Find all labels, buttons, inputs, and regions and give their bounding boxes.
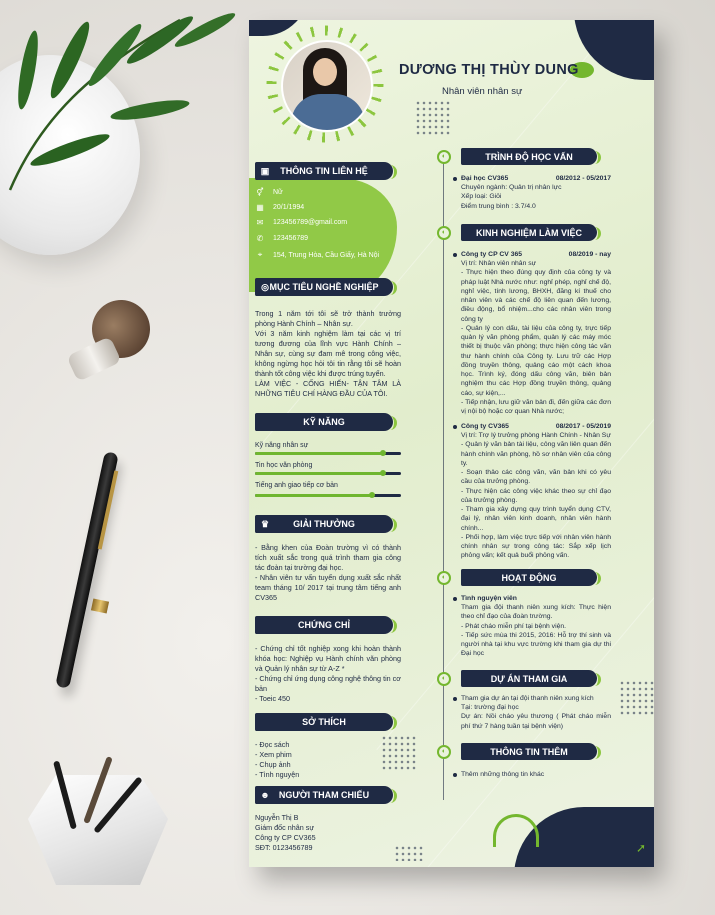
job-company: Công ty CV365	[461, 423, 509, 430]
skill-knob	[380, 470, 386, 476]
education-line: Chuyên ngành: Quản trị nhân lực	[461, 184, 562, 192]
location-icon: ⌖	[257, 250, 263, 259]
dot-pattern	[619, 680, 654, 716]
reference-line: Giám đốc nhân sự	[255, 822, 315, 832]
hobby-line: - Chụp ảnh	[255, 759, 291, 769]
experience-job-2	[461, 422, 611, 561]
awards-header	[255, 515, 393, 533]
stamp-neck	[66, 336, 121, 382]
info-gender	[255, 188, 283, 197]
hobbies-text	[255, 740, 401, 780]
certificates-text	[255, 644, 401, 704]
project-line: Tại: trường đại học	[461, 704, 519, 712]
skills-header	[255, 413, 393, 431]
projects-block	[461, 694, 611, 731]
hobbies-title: SỞ THÍCH	[302, 717, 346, 727]
education-school: Đại học CV365	[461, 175, 509, 182]
job-position: Vị trí: Trợ lý trưởng phòng Hành Chính - Nhân Sự	[461, 432, 611, 440]
objective-title: MỤC TIÊU NGHỀ NGHIỆP	[269, 282, 379, 292]
education-title: TRÌNH ĐỘ HỌC VẤN	[485, 151, 573, 162]
candidate-role: Nhân viên nhân sự	[442, 86, 523, 97]
profile-photo	[281, 40, 373, 132]
reference-line: Công ty CP CV365	[255, 832, 316, 842]
job-period: 08/2019 - nay	[568, 251, 611, 258]
job-line: - Tham gia xây dựng quy trình tuyển dụng CTV, đại lý, nhân viên kinh doanh, nhân viên hành chính...	[461, 506, 611, 532]
skill-label: Kỹ năng nhân sự	[255, 442, 309, 449]
more-header	[461, 743, 597, 760]
job-line: - Quản lý con dấu, tài liệu của công ty, trực tiếp quản lý văn phòng phẩm, quản lý các máy móc thiết bị thuộc văn phòng; thực hiện công tác văn thư hành chính của Công ty. Lưu trữ các Hợp đồng truyền thông, quảng cáo một cách khoa học. Trình ký, đóng dấu công văn, biên bản nghiệm thu các Hợp đồng truyền thông, quảng cáo, sự kiện,...	[461, 324, 611, 397]
timeline-bullet	[453, 773, 457, 777]
timeline-line	[443, 160, 444, 800]
person-icon: ☻	[260, 790, 270, 800]
experience-job-1	[461, 250, 611, 416]
hobby-line: - Đọc sách	[255, 740, 290, 749]
plant-leaves	[0, 0, 250, 200]
activities-header	[461, 569, 597, 586]
objective-line: Với 3 năm kinh nghiệm làm tại các vị trí tương đương của lĩnh vực Hành Chính – Nhân sự, cùng sự đam mê trong công việc, không ngừng học hỏi tôi tin rằng tôi sẽ hoàn thành tốt công việc khi được trúng tuyển.	[255, 328, 401, 378]
gender-icon: ⚥	[256, 188, 264, 197]
objective-text	[255, 309, 401, 398]
education-marker-icon: ◐	[437, 150, 451, 164]
contact-card-icon: ▣	[260, 166, 270, 176]
objective-header	[255, 278, 393, 296]
timeline-bullet	[453, 253, 457, 257]
projects-header	[461, 670, 597, 687]
activity-line: Tham gia đội thanh niên xung kích: Thực hiện theo chỉ đạo của đoàn trường.	[461, 604, 611, 621]
email-icon: ✉	[256, 218, 264, 227]
hobbies-header	[255, 713, 393, 731]
info-email	[255, 218, 347, 227]
awards-title: GIẢI THƯỞNG	[293, 519, 355, 529]
activity-org: Tình nguyện viên	[461, 595, 517, 602]
more-block	[461, 770, 611, 779]
activity-line: - Tiếp sức mùa thi 2015, 2016: Hỗ trợ thí sinh và người nhà tại khu vực trường khi tham gia dự thi Đại học	[461, 631, 611, 658]
hobby-line: - Tình nguyện	[255, 769, 300, 779]
certificate-line: - Toeic 450	[255, 693, 291, 703]
project-line: Dự án: Nồi cháo yêu thương ( Phát cháo miễn phí thứ 7 hàng tuần tại bệnh viện)	[461, 713, 611, 730]
job-period: 08/2017 - 05/2019	[555, 423, 611, 430]
pen-band	[91, 598, 109, 613]
more-line: Thêm những thông tin khác	[461, 771, 545, 778]
certificate-line: - Chứng chỉ ứng dụng công nghệ thông tin cơ bản	[255, 673, 401, 693]
experience-header	[461, 224, 597, 241]
projects-marker-icon: ◐	[437, 672, 451, 686]
contact-title: THÔNG TIN LIÊN HỆ	[280, 166, 368, 176]
timeline-bullet	[453, 597, 457, 601]
objective-line: LÀM VIỆC - CỐNG HIẾN- TẬN TÂM LÀ NHỮNG TIÊU CHÍ HÀNG ĐẦU CỦA TÔI.	[255, 378, 401, 398]
experience-marker-icon: ◐	[437, 226, 451, 240]
objective-line: Trong 1 năm tới tôi sẽ trở thành trưởng phòng Hành Chính – Nhân sự.	[255, 309, 401, 328]
reference-title: NGƯỜI THAM CHIẾU	[278, 790, 370, 800]
cv-document	[249, 20, 654, 867]
education-header	[461, 148, 597, 165]
job-position: Vị trí: Nhân viên nhân sự	[461, 260, 537, 268]
education-line: Điểm trung bình : 3.7/4.0	[461, 202, 536, 210]
timeline-bullet	[453, 697, 457, 701]
skill-fill	[255, 472, 383, 475]
contact-header	[255, 162, 393, 180]
job-line: - Tiếp nhận, lưu giữ văn bản đi, đến giữa các đơn vị nội bộ hoặc cơ quan Nhà nước;	[461, 398, 611, 415]
info-dob	[255, 203, 304, 212]
more-marker-icon: ◐	[437, 745, 451, 759]
info-phone	[255, 234, 308, 243]
skill-knob	[369, 492, 375, 498]
activities-block	[461, 594, 611, 659]
job-line: - Thực hiện theo đúng quy định của công ty và pháp luật Nhà nước như: nghỉ phép, nghỉ chế độ, nghỉ việc, tính lương, BHXH, đăng kí thuế cho nhân viên và các chế độ liên quan đến lương, điều động, bổ nhiệm...cho các nhân viên trong công ty	[461, 269, 611, 323]
job-line: - Thực hiện các công việc khác theo sự chỉ đạo của trưởng phòng.	[461, 487, 611, 504]
activity-line: - Phát cháo miễn phí tại bệnh viện.	[461, 622, 567, 630]
dot-pattern	[415, 100, 451, 136]
skills-title: KỸ NĂNG	[303, 417, 345, 427]
skill-label: Tiếng anh giao tiếp cơ bản	[255, 482, 338, 489]
arrow-icon: ➚	[635, 841, 646, 855]
skill-bar	[255, 472, 401, 475]
education-line: Xếp loại: Giỏi	[461, 193, 502, 201]
corner-accent-green-bottom	[493, 814, 539, 847]
project-line: Tham gia dự án tại đội thanh niên xung kích	[461, 695, 594, 702]
experience-title: KINH NGHIỆM LÀM VIỆC	[475, 227, 582, 238]
certificates-title: CHỨNG CHỈ	[298, 620, 350, 630]
info-address	[255, 250, 379, 260]
email-value: 123456789@gmail.com	[273, 219, 348, 226]
skill-knob	[380, 450, 386, 456]
reference-header	[255, 786, 393, 804]
fountain-pen	[55, 451, 119, 689]
skill-bar	[255, 494, 401, 497]
job-line: - Phối hợp, làm việc trực tiếp với nhân viên hành chính nhân sự trong công tác: Sắp xếp lịch phỏng vấn; kết quả buổi phỏng vấn.	[461, 533, 611, 560]
projects-title: DỰ ÁN THAM GIA	[490, 673, 568, 684]
education-period: 08/2012 - 05/2017	[555, 175, 611, 182]
trophy-icon: ♛	[260, 519, 270, 529]
skill-bar	[255, 452, 401, 455]
skill-fill	[255, 452, 383, 455]
award-line: - Bằng khen của Đoàn trường vì có thành tích xuất sắc trong quá trình tham gia công tác đoàn tại trường đại học.	[255, 543, 401, 572]
calendar-icon: ▦	[256, 203, 264, 212]
gender-value: Nữ	[273, 189, 283, 196]
activities-marker-icon: ◐	[437, 571, 451, 585]
more-title: THÔNG TIN THÊM	[490, 746, 568, 757]
timeline-bullet	[453, 177, 457, 181]
timeline-bullet	[453, 425, 457, 429]
phone-icon: ✆	[256, 234, 264, 243]
job-company: Công ty CP CV 365	[461, 251, 523, 258]
awards-text	[255, 543, 401, 603]
candidate-name: DƯƠNG THỊ THÙY DUNG	[399, 62, 579, 78]
job-line: - Quản lý văn bản tài liệu, công văn liên quan đến hành chính văn phòng, hồ sơ nhân viên của công ty.	[461, 441, 611, 467]
skill-fill	[255, 494, 372, 497]
reference-line: SĐT: 0123456789	[255, 842, 313, 852]
skill-label: Tin học văn phòng	[255, 462, 313, 469]
dob-value: 20/1/1994	[273, 204, 305, 211]
reference-text	[255, 813, 401, 853]
phone-value: 123456789	[273, 235, 309, 242]
address-value: 154, Trung Hòa, Cầu Giấy, Hà Nội	[273, 251, 380, 259]
job-line: - Soạn thảo các công văn, văn bản khi có yêu cầu của trưởng phòng.	[461, 469, 611, 486]
target-icon: ◎	[261, 282, 269, 292]
award-line: - Nhân viên tư vấn tuyển dụng xuất sắc nhất team tháng 10/ 2017 tại trung tâm tiếng anh CV365	[255, 572, 401, 602]
certificates-header	[255, 616, 393, 634]
activities-title: HOẠT ĐỘNG	[501, 572, 557, 583]
certificate-line: - Chứng chỉ tốt nghiệp xong khi hoàn thành khóa học: Nghiệp vụ Hành chính văn phòng và Quản lý nhân sự từ A-Z *	[255, 644, 401, 673]
education-block	[461, 174, 611, 211]
reference-line: Nguyễn Thị B	[255, 813, 299, 822]
hobby-line: - Xem phim	[255, 749, 292, 759]
